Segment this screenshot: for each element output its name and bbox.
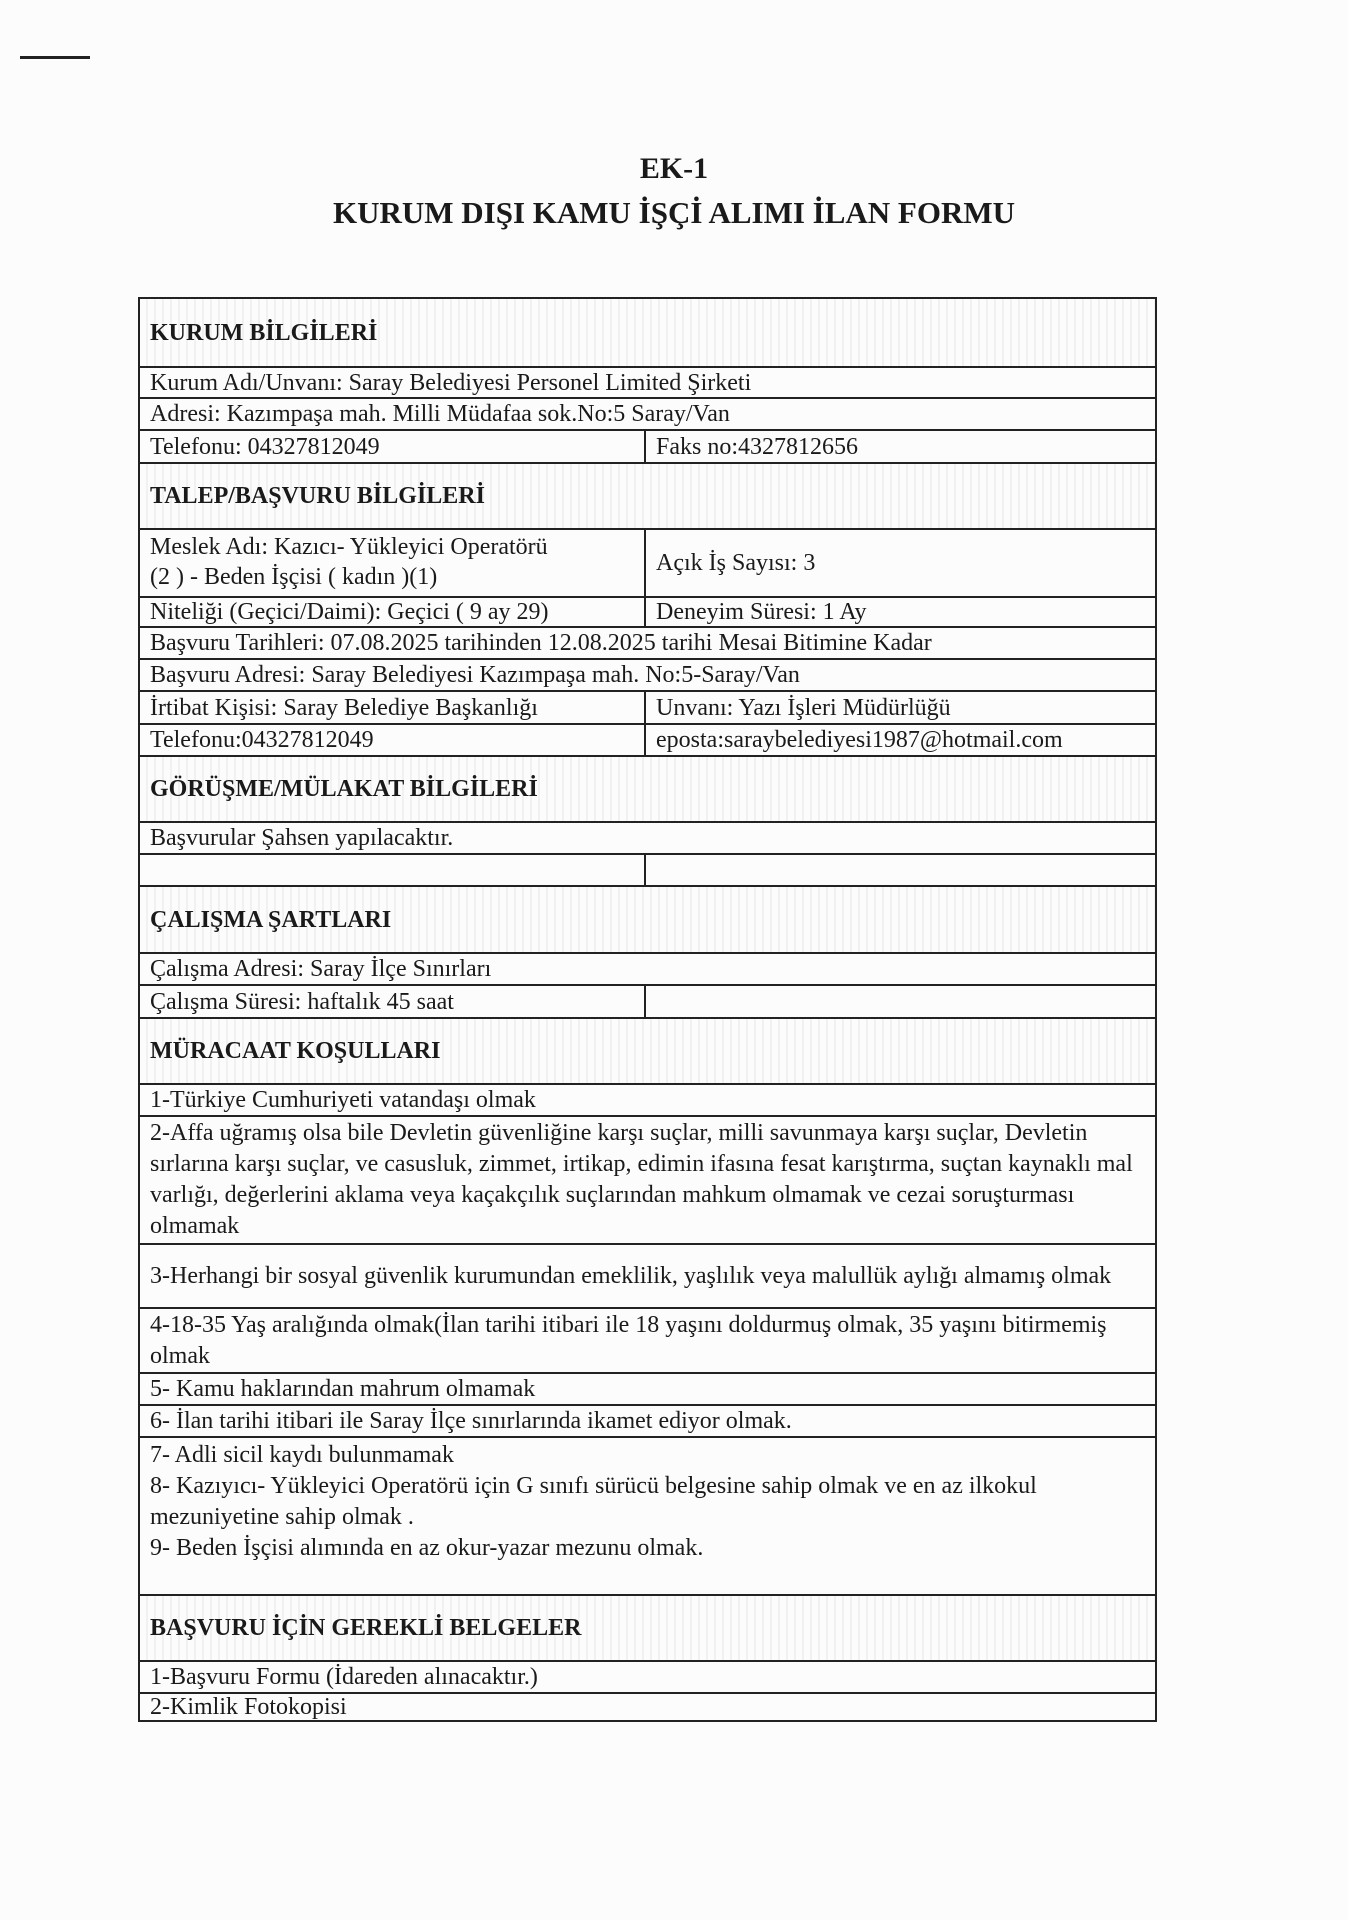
application-address: Başvuru Adresi: Saray Belediyesi Kazımpaşa mah. No:5-Saray/Van [150,662,800,688]
announcement-form [138,297,1157,1722]
job-nature: Niteliği (Geçici/Daimi): Geçici ( 9 ay 29) [140,598,646,626]
application-dates: Başvuru Tarihleri: 07.08.2025 tarihinden 12.08.2025 tarihi Mesai Bitimine Kadar [150,630,932,656]
contact-phone: Telefonu:04327812049 [140,725,646,755]
section-muracaat [140,1017,1155,1083]
interview-info: Başvurular Şahsen yapılacaktır. [150,825,454,851]
section-header: KURUM BİLGİLERİ [150,319,378,346]
document-item: 1-Başvuru Formu (İdareden alınacaktır.) [150,1664,538,1690]
experience: Deneyim Süresi: 1 Ay [656,599,867,625]
condition-item: 9- Beden İşçisi alımında en az okur-yazar mezunu olmak. [150,1535,704,1561]
condition-item: 1-Türkiye Cumhuriyeti vatandaşı olmak [150,1087,536,1113]
empty-cell [646,855,1155,885]
work-hours: Çalışma Süresi: haftalık 45 saat [140,986,646,1017]
empty-cell [646,986,1155,1017]
section-gorusme [140,755,1155,821]
kurum-name: Kurum Adı/Unvanı: Saray Belediyesi Personel Limited Şirketi [150,369,752,396]
occupation-line: Meslek Adı: Kazıcı- Yükleyici Operatörü [150,534,548,560]
occupation [140,530,646,596]
condition-item: 6- İlan tarihi itibari ile Saray İlçe sınırlarında ikamet ediyor olmak. [150,1408,792,1434]
section-header: BAŞVURU İÇİN GEREKLİ BELGELER [150,1615,582,1641]
contact-title: Unvanı: Yazı İşleri Müdürlüğü [656,694,951,721]
kurum-phone: Telefonu: 04327812049 [140,431,646,462]
condition-item: 7- Adli sicil kaydı bulunmamak [150,1442,454,1468]
occupation-line: (2 ) - Beden İşçisi ( kadın )(1) [150,564,438,590]
empty-cell [140,855,646,885]
work-address: Çalışma Adresi: Saray İlçe Sınırları [150,956,492,982]
section-header: GÖRÜŞME/MÜLAKAT BİLGİLERİ [150,776,538,802]
section-header: MÜRACAAT KOŞULLARI [150,1038,441,1064]
section-belgeler [140,1594,1155,1660]
condition-item: 8- Kazıyıcı- Yükleyici Operatörü için G sınıfı sürücü belgesine sahip olmak ve en az ilkokul mezuniyetine sahip olmak . [150,1473,1037,1530]
kurum-address: Adresi: Kazımpaşa mah. Milli Müdafaa sok.No:5 Saray/Van [150,401,730,427]
document-title: KURUM DIŞI KAMU İŞÇİ ALIMI İLAN FORMU [332,195,1016,230]
condition-item: 5- Kamu haklarından mahrum olmamak [150,1376,536,1402]
section-kurum [140,299,1155,366]
open-positions: Açık İş Sayısı: 3 [656,550,816,576]
document-code: EK-1 [639,152,709,185]
condition-item: 3-Herhangi bir sosyal güvenlik kurumundan emeklilik, yaşlılık veya malullük aylığı almamış olmak [150,1262,1112,1289]
condition-item: 2-Affa uğramış olsa bile Devletin güvenliğine karşı suçlar, milli savunmaya karşı suçlar, Devletin sırlarına karşı suçlar, ve casusluk, zimmet, irtikap, edimin ifasına fesat karıştırma, suçtan kaynaklı mal varlığı, değerlerini aklama veya kaçakçılık suçlarından mahkum olmamak ve cezai soruşturması olmamak [150,1120,1133,1239]
section-header: TALEP/BAŞVURU BİLGİLERİ [150,483,485,509]
section-calisma [140,885,1155,952]
contact-person: İrtibat Kişisi: Saray Belediye Başkanlığı [140,692,646,723]
scan-mark [20,56,90,59]
kurum-fax: Faks no:4327812656 [656,433,859,460]
section-header: ÇALIŞMA ŞARTLARI [150,906,392,933]
condition-item: 4-18-35 Yaş aralığında olmak(İlan tarihi itibari ile 18 yaşını doldurmuş olmak, 35 yaşını bitirmemiş olmak [150,1311,1107,1369]
section-talep [140,462,1155,528]
contact-email: eposta:saraybelediyesi1987@hotmail.com [656,727,1063,753]
document-item: 2-Kimlik Fotokopisi [150,1694,347,1720]
